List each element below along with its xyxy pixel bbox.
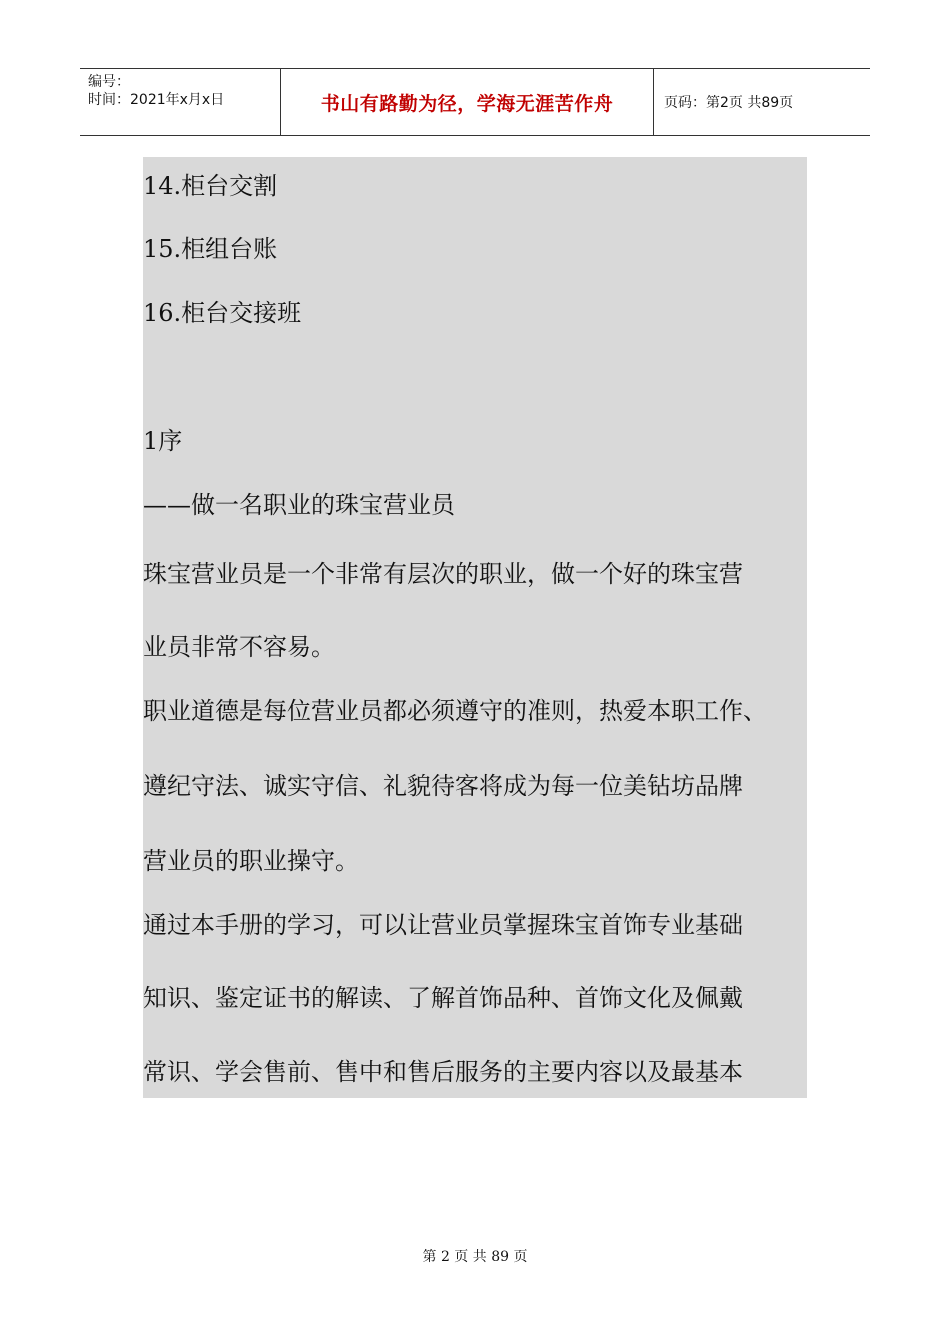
text-line: 职业道德是每位营业员都必须遵守的准则，热爱本职工作、 <box>143 697 767 725</box>
document-header <box>80 68 870 136</box>
text-line: 珠宝营业员是一个非常有层次的职业，做一个好的珠宝营 <box>143 560 743 588</box>
text-line: 业员非常不容易。 <box>143 633 335 661</box>
document-number-label: 编号： <box>88 74 130 90</box>
text-line: 14.柜台交割 <box>143 172 278 200</box>
text-line: 知识、鉴定证书的解读、了解首饰品种、首饰文化及佩戴 <box>143 984 743 1012</box>
document-time-label: 时间：2021年x月x日 <box>88 92 225 108</box>
text-line: 通过本手册的学习，可以让营业员掌握珠宝首饰专业基础 <box>143 911 743 939</box>
section-heading: 1序 <box>143 427 183 455</box>
header-meta <box>80 69 281 135</box>
header-motto: 书山有路勤为径，学海无涯苦作舟 <box>281 69 654 135</box>
text-line: 营业员的职业操守。 <box>143 847 359 875</box>
text-line: 15.柜组台账 <box>143 235 278 263</box>
text-line: 常识、学会售前、售中和售后服务的主要内容以及最基本 <box>143 1058 743 1086</box>
text-line: 遵纪守法、诚实守信、礼貌待客将成为每一位美钻坊品牌 <box>143 772 743 800</box>
page-footer: 第 2 页 共 89 页 <box>422 1249 528 1265</box>
text-line: 16.柜台交接班 <box>143 299 302 327</box>
header-page-info: 页码：第2页 共89页 <box>664 95 794 111</box>
highlighted-content-block <box>143 157 807 1098</box>
section-subtitle: ——做一名职业的珠宝营业员 <box>143 491 455 519</box>
